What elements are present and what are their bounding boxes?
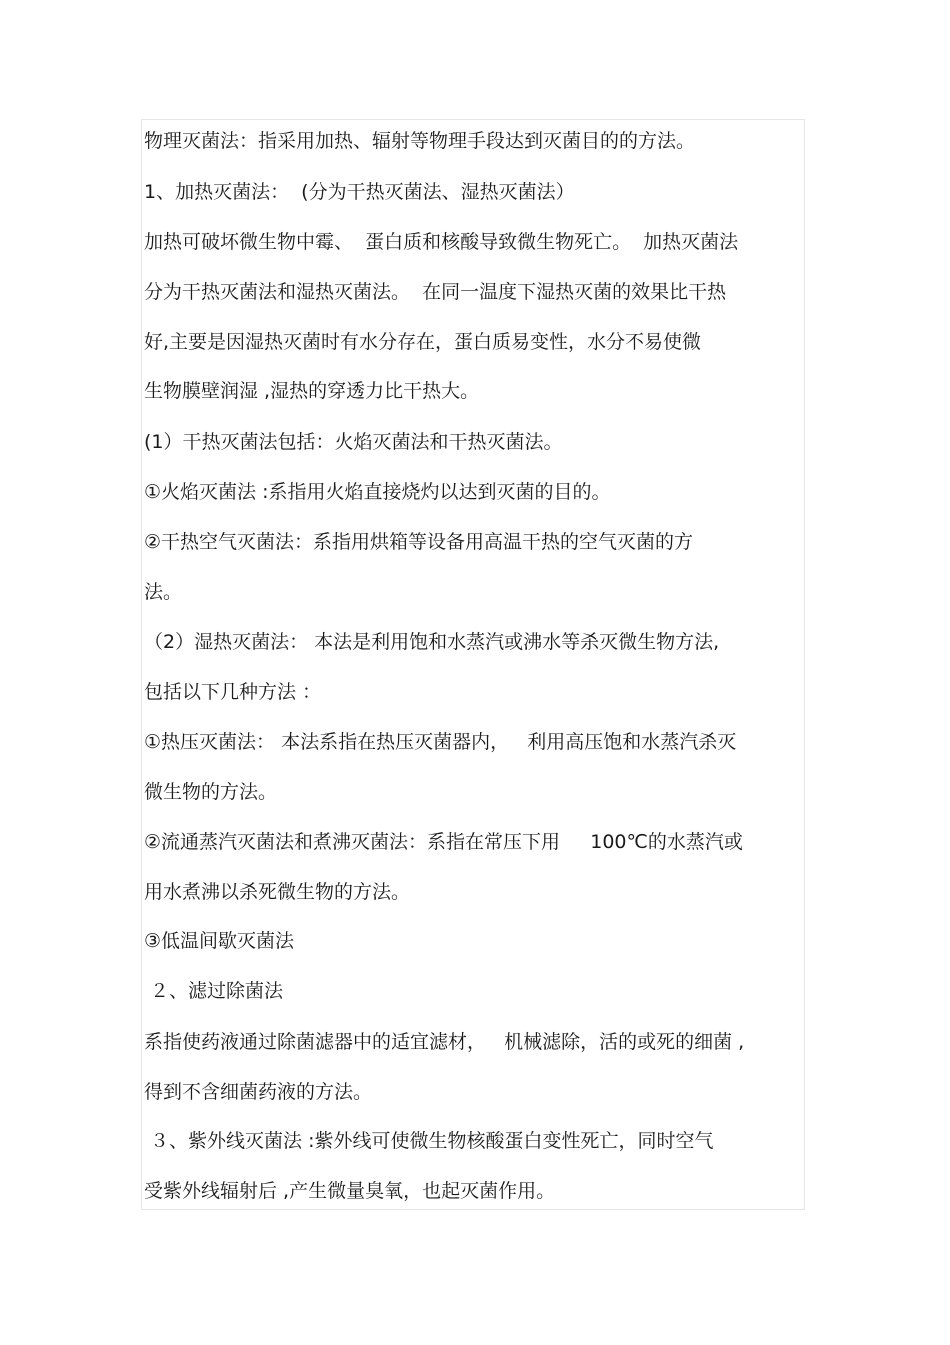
text-line: 加热可破坏微生物中霉、 蛋白质和核酸导致微生物死亡。 加热灭菌法 (144, 231, 739, 253)
text-line: 物理灭菌法：指采用加热、辐射等物理手段达到灭菌目的的方法。 (144, 130, 696, 152)
section-heading-filtration: ２、滤过除菌法 (144, 980, 284, 1002)
text-line: ②干热空气灭菌法：系指用烘箱等设备用高温干热的空气灭菌的方 (144, 531, 694, 553)
text-line: 受紫外线辐射后 ,产生微量臭氧，也起灭菌作用。 (144, 1180, 556, 1202)
text-line: 用水煮沸以杀死微生物的方法。 (144, 881, 411, 903)
text-line: 分为干热灭菌法和湿热灭菌法。 在同一温度下湿热灭菌的效果比干热 (144, 281, 727, 303)
text-line: 系指使药液通过除菌滤器中的适宜滤材， 机械滤除，活的或死的细菌 , (144, 1031, 745, 1053)
text-line: 好,主要是因湿热灭菌时有水分存在，蛋白质易变性，水分不易使微 (144, 331, 702, 353)
text-line: ①热压灭菌法： 本法系指在热压灭菌器内， 利用高压饱和水蒸汽杀灭 (144, 731, 737, 753)
text-line: 得到不含细菌药液的方法。 (144, 1081, 373, 1103)
section-heading-heat: 1、加热灭菌法： (分为干热灭菌法、湿热灭菌法） (144, 181, 575, 203)
text-line: 微生物的方法。 (144, 781, 278, 803)
subsection-heading-dry: (1）干热灭菌法包括：火焰灭菌法和干热灭菌法。 (144, 431, 563, 453)
text-line: ①火焰灭菌法 :系指用火焰直接烧灼以达到灭菌的目的。 (144, 481, 611, 503)
text-line: 生物膜壁润湿 ,湿热的穿透力比干热大。 (144, 380, 480, 402)
section-heading-uv: ３、紫外线灭菌法 :紫外线可使微生物核酸蛋白变性死亡，同时空气 (144, 1130, 714, 1152)
text-line: 包括以下几种方法 ： (144, 681, 322, 703)
subsection-heading-moist: （2）湿热灭菌法： 本法是利用饱和水蒸汽或沸水等杀灭微生物方法, (144, 631, 720, 653)
text-line: ②流通蒸汽灭菌法和煮沸灭菌法：系指在常压下用 100℃的水蒸汽或 (144, 831, 743, 853)
text-line: 法。 (144, 581, 183, 603)
text-line: ③低温间歇灭菌法 (144, 930, 295, 952)
